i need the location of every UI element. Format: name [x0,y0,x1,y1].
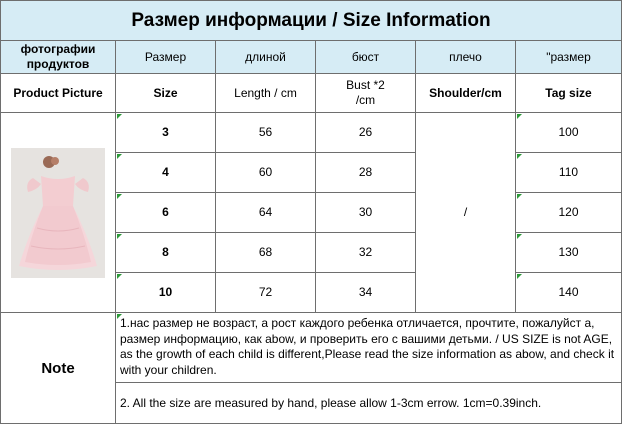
corner-mark [117,114,122,119]
row-bust-3: 30 [316,193,416,233]
chart-title: Размер информации / Size Information [0,0,622,41]
header-ru-tag: "размер [516,41,622,74]
pink-dress-icon [11,148,105,278]
row-tag-1: 100 [516,113,622,153]
note-label: Note [0,313,116,424]
row-tag-5: 140 [516,273,622,313]
row-length-4: 68 [216,233,316,273]
header-ru-length: длиной [216,41,316,74]
corner-mark [517,194,522,199]
shoulder-value: / [416,113,516,313]
row-size-3: 6 [116,193,216,233]
row-size-4: 8 [116,233,216,273]
header-en-tag: Tag size [516,74,622,113]
corner-mark [517,154,522,159]
row-length-3: 64 [216,193,316,233]
row-bust-2: 28 [316,153,416,193]
corner-mark [517,274,522,279]
row-size-1: 3 [116,113,216,153]
corner-mark [117,234,122,239]
row-length-1: 56 [216,113,316,153]
row-tag-3: 120 [516,193,622,233]
corner-mark [517,234,522,239]
header-ru-size: Размер [116,41,216,74]
note-text-1: 1.нас размер не возраст, а рост каждого ребенка отличается, прочтите, пожалуйст а, размер информацию, как abow, и проверить его с вашими детьми. / US SIZE is not AGE, as the growth of each child is different,Please read the size information as abow, and check it with your children. [116,313,622,383]
note-text-2: 2. All the size are measured by hand, please allow 1-3cm errow. 1cm=0.39inch. [116,383,622,424]
row-tag-2: 110 [516,153,622,193]
corner-mark [117,154,122,159]
header-ru-bust: бюст [316,41,416,74]
row-tag-4: 130 [516,233,622,273]
row-bust-5: 34 [316,273,416,313]
row-size-5: 10 [116,273,216,313]
row-length-5: 72 [216,273,316,313]
corner-mark [117,274,122,279]
row-size-2: 4 [116,153,216,193]
header-en-photo: Product Picture [0,74,116,113]
product-photo [11,148,105,278]
row-bust-1: 26 [316,113,416,153]
header-ru-shoulder: плечо [416,41,516,74]
header-ru-photo-label: фотографии продуктов [20,42,96,71]
row-bust-4: 32 [316,233,416,273]
header-en-size: Size [116,74,216,113]
header-en-shoulder: Shoulder/cm [416,74,516,113]
corner-mark [517,114,522,119]
header-en-length: Length / cm [216,74,316,113]
corner-mark [117,194,122,199]
row-length-2: 60 [216,153,316,193]
header-ru-photo [0,41,116,74]
header-en-bust [316,74,416,113]
header-en-bust-label: Bust *2 /cm [346,78,385,107]
